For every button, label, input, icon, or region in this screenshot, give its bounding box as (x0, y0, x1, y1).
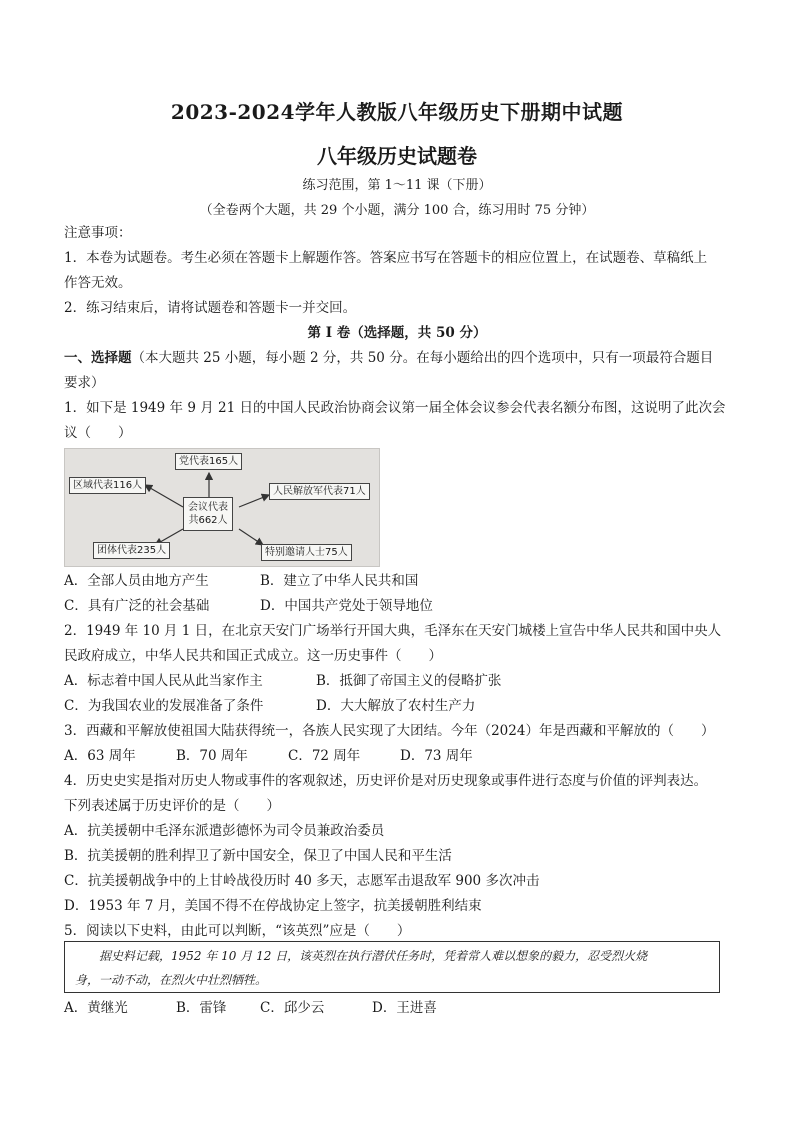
q4-stem-b: 下列表述属于历史评价的是（ ） (64, 798, 280, 814)
section-heading: 第 I 卷（选择题，共 50 分） (307, 325, 487, 341)
arrow-bottom-right (239, 529, 263, 545)
exam-info: （全卷两个大题，共 29 个小题，满分 100 合，练习用时 75 分钟） (199, 203, 595, 218)
node-special: 特别邀请人士75人 (261, 544, 352, 561)
notice-item-1a: 1．本卷为试题卷。考生必须在答题卡上解题作答。答案应书写在答题卡的相应位置上，在试题卷、草稿纸上 (64, 250, 708, 266)
q5-options-block (64, 996, 730, 1021)
q3-stem: 3．西藏和平解放使祖国大陆获得统一，各族人民实现了大团结。今年（2024）年是西藏和平解放的（ ） (64, 723, 715, 739)
q5-option-b: B．雷锋 (176, 1000, 227, 1016)
exam-sub-title: 八年级历史试题卷 (317, 144, 477, 168)
section-intro-label: 一、选择题 (64, 350, 132, 366)
node-center-b: 共662人 (188, 515, 228, 526)
q4-option-a: A．抗美援朝中毛泽东派遣彭德怀为司令员兼政治委员 (64, 823, 385, 839)
node-center (183, 497, 233, 531)
q2-stem-a: 2．1949 年 10 月 1 日，在北京天安门广场举行开国大典，毛泽东在天安门城楼上宣告中华人民共和国中央人 (64, 623, 722, 639)
q4-option-d: D．1953 年 7 月，美国不得不在停战协定上签字，抗美援朝胜利结束 (64, 898, 482, 914)
q2-option-c: C．为我国农业的发展准备了条件 (64, 698, 264, 714)
section-intro-a (64, 346, 730, 371)
q1-option-d: D．中国共产党处于领导地位 (260, 598, 433, 614)
section-intro-text: （本大题共 25 小题，每小题 2 分，共 50 分。在每小题给出的四个选项中，只有一项最符合题目 (131, 350, 714, 366)
q1-delegate-diagram (64, 448, 380, 567)
q5-stem: 5．阅读以下史料，由此可以判断，“该英烈”应是（ ） (64, 923, 411, 939)
q5-quote-b: 身，一动不动，在烈火中壮烈牺牲。 (75, 973, 268, 987)
q5-quote-box (64, 941, 720, 993)
q3-option-d: D．73 周年 (400, 748, 473, 764)
q2-options-row2 (64, 694, 730, 719)
q2-option-a: A．标志着中国人民从此当家作主 (64, 673, 263, 689)
q4-option-c: C．抗美援朝战争中的上甘岭战役历时 40 多天，志愿军击退敌军 900 多次冲击 (64, 873, 540, 889)
q5-option-c: C．邱少云 (260, 1000, 325, 1016)
arrow-right (239, 495, 269, 507)
exam-range: 练习范围，第 1～11 课（下册） (302, 178, 492, 193)
node-group: 团体代表235人 (93, 542, 170, 559)
q2-option-d: D．大大解放了农村生产力 (316, 698, 476, 714)
node-center-a: 会议代表 (188, 502, 228, 513)
q2-stem-b: 民政府成立，中华人民共和国正式成立。这一历史事件（ ） (64, 648, 442, 664)
q5-quote-a: 据史料记载，1952 年 10 月 12 日，该英烈在执行潜伏任务时，凭着常人难以想象的毅力，忍受烈火烧 (99, 949, 648, 963)
q2-options-row1 (64, 669, 730, 694)
notice-block (64, 221, 730, 446)
q1-stem-b: 议（ ） (64, 425, 132, 441)
q1-option-a: A．全部人员由地方产生 (64, 573, 209, 589)
q1-options-row2 (64, 594, 730, 619)
q4-stem-a: 4．历史史实是指对历史人物或事件的客观叙述，历史评价是对历史现象或事件进行态度与价值的评判表达。 (64, 773, 708, 789)
notice-label: 注意事项： (64, 225, 132, 241)
q1-option-b: B．建立了中华人民共和国 (260, 573, 419, 589)
notice-item-2: 2．练习结束后，请将试题卷和答题卡一并交回。 (64, 300, 357, 316)
section-intro-b: 要求） (64, 375, 105, 391)
q3-option-a: A．63 周年 (64, 748, 136, 764)
q5-option-a: A．黄继光 (64, 1000, 128, 1016)
q3-options (64, 744, 730, 769)
q1-option-c: C．具有广泛的社会基础 (64, 598, 210, 614)
q5-options (64, 996, 730, 1021)
node-party: 党代表165人 (175, 453, 242, 470)
notice-item-1b: 作答无效。 (64, 275, 132, 291)
q3-option-c: C．72 周年 (288, 748, 361, 764)
exam-main-title: 2023-2024学年人教版八年级历史下册期中试题 (170, 100, 624, 124)
q4-option-b: B．抗美援朝的胜利捍卫了新中国安全，保卫了中国人民和平生活 (64, 848, 452, 864)
node-army: 人民解放军代表71人 (269, 483, 370, 500)
node-region: 区域代表116人 (69, 477, 146, 494)
q2-option-b: B．抵御了帝国主义的侵略扩张 (316, 673, 502, 689)
q1-options-row1 (64, 569, 730, 594)
q3-option-b: B．70 周年 (176, 748, 248, 764)
questions-block (64, 569, 730, 944)
q1-stem-a: 1．如下是 1949 年 9 月 21 日的中国人民政治协商会议第一届全体会议参会代表名额分布图，这说明了此次会 (64, 400, 726, 416)
q5-option-d: D．王进喜 (372, 1000, 437, 1016)
arrow-left (145, 485, 183, 507)
